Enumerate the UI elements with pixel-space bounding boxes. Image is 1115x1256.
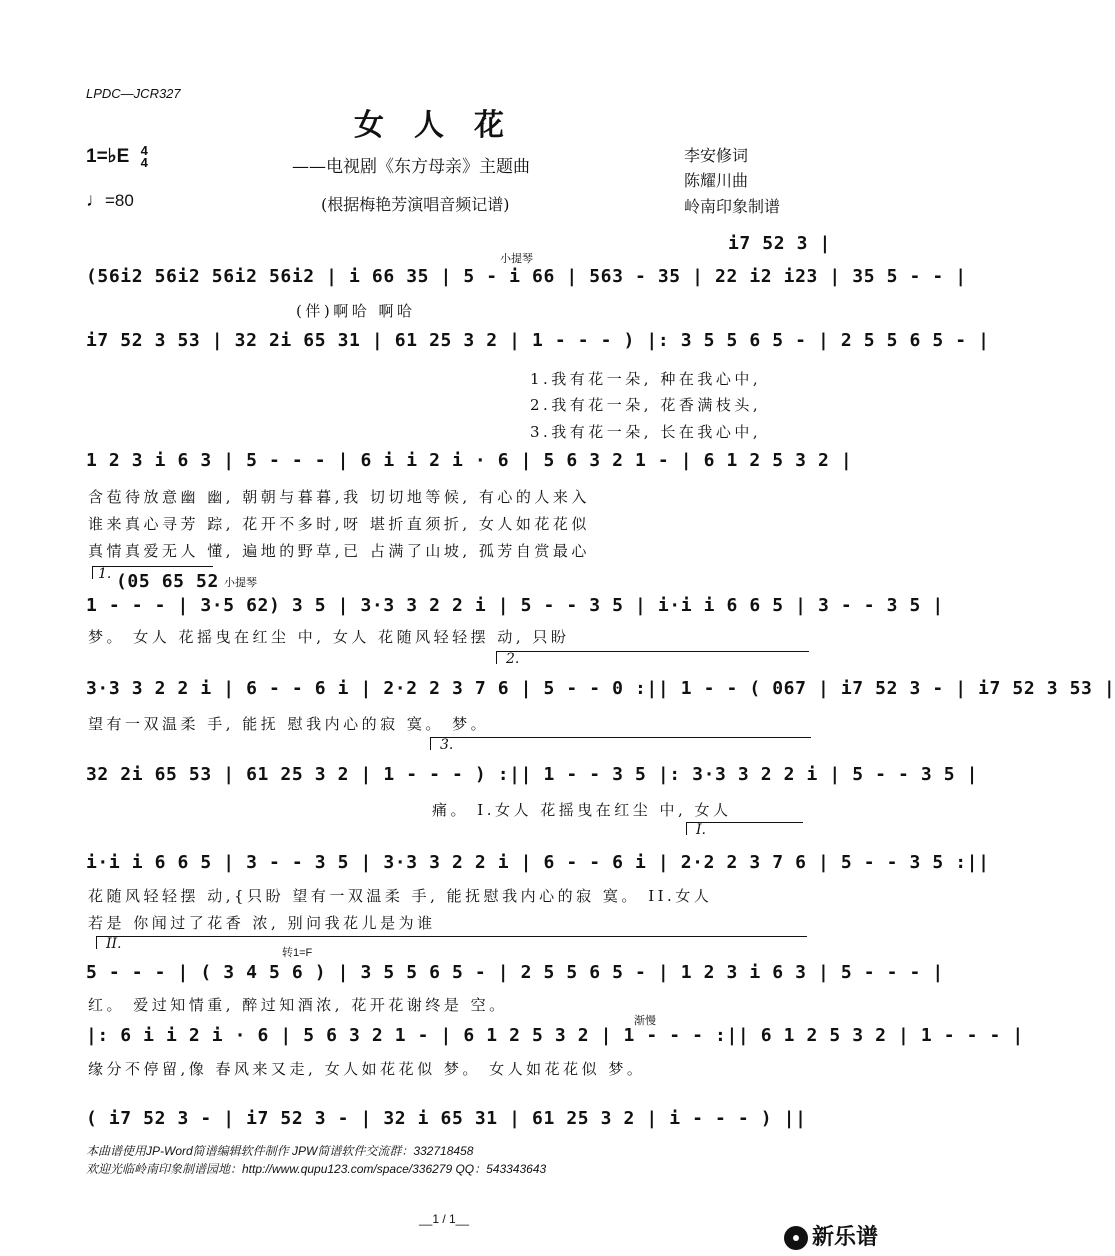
staff-row-5-prefix: (05 65 52 [116,571,219,592]
annotation-slowing: 渐慢 [634,1015,656,1027]
quarter-note-icon: ♩ [86,190,105,211]
key-label: 1=♭E [86,146,130,168]
staff-row-8: i·i i 6 6 5 | 3 - - 3 5 | 3·3 3 2 2 i | 6 - - 6 i | 2·2 2 3 7 6 | 5 - - 3 5 :|| [86,852,990,873]
source-note: (根据梅艳芳演唱音频记谱) [321,195,510,214]
footer-software: 本曲谱使用JP-Word简谱编辑软件制作 JPW简谱软件交流群：332718458 [86,1144,474,1158]
volta-I-label: I. [696,822,706,838]
staff-row-7: 32 2i 65 53 | 61 25 3 2 | 1 - - - ) :|| 1 - - 3 5 |: 3·3 3 2 2 i | 5 - - 3 5 | [86,764,979,785]
logo-text: 新乐谱 [811,1225,878,1250]
staff-row-9: 5 - - - | ( 3 4 5 6 ) | 3 5 5 6 5 - | 2 5 5 6 5 - | 1 2 3 i 6 3 | 5 - - - | [86,962,944,983]
annotation-violin-1: 小提琴 [500,253,533,265]
site-logo [784,1220,878,1251]
lyric-row-10: 缘分不停留,像 春风来又走, 女人如花花似 梦。 女人如花花似 梦。 [88,1060,646,1078]
lyric-row-8-line-2: 若是 你闻过了花香 浓, 别问我花儿是为谁 [88,914,436,932]
ending-2-bracket [496,651,809,664]
time-sig-top: 4 [140,143,148,158]
verse-3-opening: 3.我有花一朵, 长在我心中, [530,423,762,441]
tempo-value: =80 [105,191,134,210]
lyric-row-4-verse-1: 含苞待放意幽 幽, 朝朝与暮暮,我 切切地等候, 有心的人来入 [88,488,590,506]
time-sig-bottom: 4 [140,155,148,170]
key-signature [86,145,148,169]
footer-website: 欢迎光临岭南印象制谱园地：http://www.qupu123.com/space/336279 QQ：543343643 [86,1162,547,1176]
staff-row-6: 3·3 3 2 2 i | 6 - - 6 i | 2·2 2 3 7 6 | 5 - - 0 :|| 1 - - ( 067 | i7 52 3 - | i7 52 3 53 | [86,678,1115,699]
verse-2-opening: 2.我有花一朵, 花香满枝头, [530,396,762,414]
ending-1-label: 1. [98,566,112,582]
staff-row-4: 1 2 3 i 6 3 | 5 - - - | 6 i i 2 i · 6 | 5 6 3 2 1 - | 6 1 2 5 3 2 | [86,450,853,471]
staff-row-5: 1 - - - | 3·5 62) 3 5 | 3·3 3 2 2 i | 5 - - 3 5 | i·i i 6 6 5 | 3 - - 3 5 | [86,595,944,616]
ending-2-label: 2. [506,651,520,667]
time-signature [141,145,148,169]
lyric-row-4-verse-2: 谁来真心寻芳 踪, 花开不多时,呀 堪折直须折, 女人如花花似 [88,515,590,533]
lyric-row-4-verse-3: 真情真爱无人 懂, 遍地的野草,已 占满了山坡, 孤芳自赏最心 [88,542,590,560]
page-number: __1 / 1__ [418,1212,470,1226]
staff-row-10: |: 6 i i 2 i · 6 | 5 6 3 2 1 - | 6 1 2 5 3 2 | 1 - - - :|| 6 1 2 5 3 2 | 1 - - - | [86,1025,1024,1046]
composer-credit: 陈耀川曲 [684,171,749,190]
staff-row-1: (56i2 56i2 56i2 56i2 | i 66 35 | 5 - i 66 | 563 - 35 | 22 i2 i23 | 35 5 - - | [86,266,967,287]
lyric-row-7: 痛。 I.女人 花摇曳在红尘 中, 女人 [432,801,732,819]
tempo-marking [86,190,134,212]
staff-row-2: i7 52 3 53 | 32 2i 65 31 | 61 25 3 2 | 1 - - - ) |: 3 5 5 6 5 - | 2 5 5 6 5 - | [86,330,990,351]
volta-II-bracket [96,936,807,949]
lyric-row-1: (伴)啊哈 啊哈 [296,302,416,320]
annotation-violin-2: 小提琴 [224,577,257,589]
song-title: 女人花 [354,108,534,143]
subtitle: ——电视剧《东方母亲》主题曲 [292,157,530,177]
arranger-credit: 岭南印象制谱 [684,197,781,216]
lyric-row-5: 梦。 女人 花摇曳在红尘 中, 女人 花随风轻轻摆 动, 只盼 [88,628,570,646]
volta-II-label: II. [106,936,122,952]
ending-3-bracket [430,737,811,750]
verse-1-opening: 1.我有花一朵, 种在我心中, [530,370,762,388]
staff-row-11: ( i7 52 3 - | i7 52 3 - | 32 i 65 31 | 61 25 3 2 | i - - - ) || [86,1108,807,1129]
vinyl-disc-icon [784,1226,808,1250]
lyric-row-6: 望有一双温柔 手, 能抚 慰我内心的寂 寞。 梦。 [88,715,490,733]
ending-3-label: 3. [440,737,454,753]
score-code: LPDC—JCR327 [86,86,181,101]
staff-row-0-top: i7 52 3 | [728,233,831,254]
annotation-modulation: 转1=F [282,947,313,959]
lyric-row-8-line-1: 花随风轻轻摆 动,{只盼 望有一双温柔 手, 能抚慰我内心的寂 寞。 II.女人 [88,887,713,905]
lyricist-credit: 李安修词 [684,146,749,165]
lyric-row-9: 红。 爱过知情重, 醉过知酒浓, 花开花谢终是 空。 [88,996,508,1014]
